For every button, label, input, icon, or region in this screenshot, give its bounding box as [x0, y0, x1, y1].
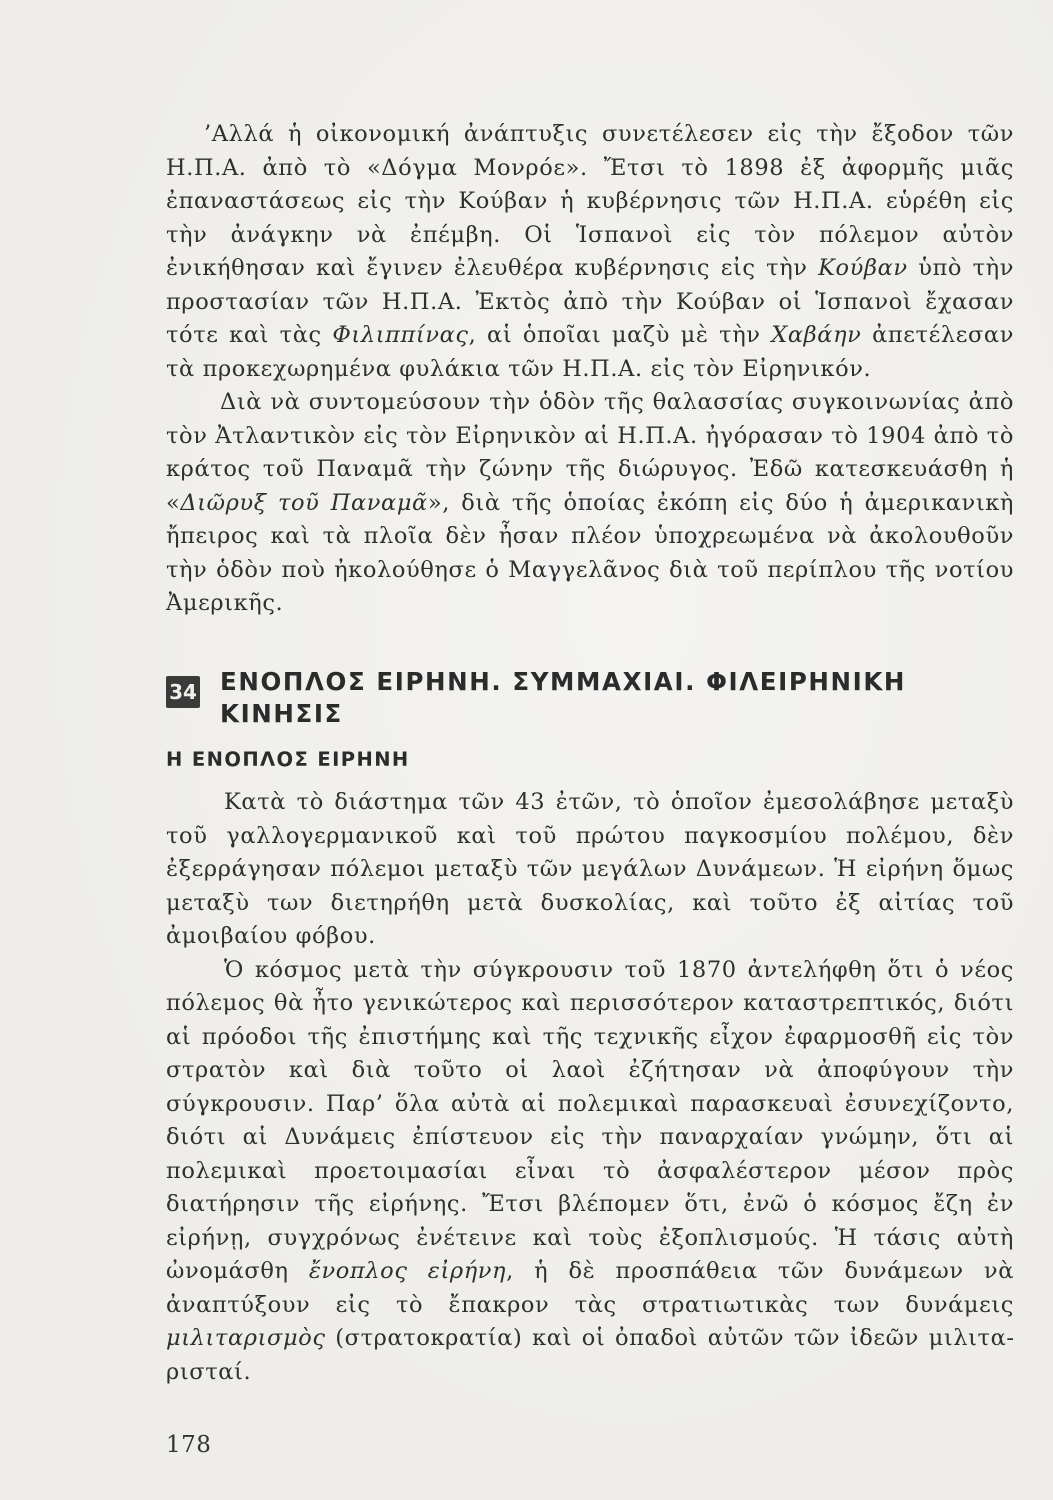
text-run: Ὁ κόσμος μετὰ τὴν σύγκρουσιν τοῦ 1870 ἀντελήφθη ὅτι ὁ νέος πόλεμος θὰ ἦτο γενικώτερος καὶ περισσότερον καταστρεπτικός, διότι αἱ πρόοδοι τῆς ἐπιστήμης καὶ τῆς τεχνικῆς εἶχον ἐφαρμοσθῆ εἰς τὸν στρατὸν καὶ διὰ τοῦτο οἱ λαοὶ ἐζήτησαν νὰ ἀποφύγουν τὴν σύγκρουσιν. Παρ’ ὅλα αὐτὰ αἱ πολεμικαὶ παρασκευαὶ ἐσυνεχίζοντο, διότι αἱ Δυνάμεις ἐπίστευον εἰς τὴν παναρχαίαν γνώμην, ὅτι αἱ πολεμικαὶ προετοιμασίαι εἶναι τὸ ἀσφαλέστερον μέσον πρὸς διατήρησιν τῆς εἰρήνης. Ἔτσι βλέπομεν ὅτι, ἐνῶ ὁ κόσμος ἔζη ἐν εἰρήνῃ, συγχρόνως ἐνέτεινε καὶ τοὺς ἐξοπλισμούς. Ἡ τάσις αὐτὴ ὠνομάσθη: [166, 956, 1014, 1284]
italic-run: Διῶρυξ τοῦ Παναμᾶ: [180, 489, 428, 516]
text-run: , ἡ δὲ προσπάθεια τῶν δυνάμεων νὰ ἀναπτύξουν εἰς τὸ ἔπακρον τὰς στρατιωτικὰς των δυνάμεις: [166, 1258, 1014, 1318]
italic-run: Φιλιππίνας: [332, 322, 469, 348]
italic-run: Χαβάην: [771, 322, 862, 348]
paragraph-armed-peace: [166, 954, 1014, 1390]
paragraph-usa-expansion: [166, 118, 1014, 386]
section-number-badge: 34: [166, 676, 200, 708]
upper-text-block: [166, 118, 1014, 621]
italic-run: Κούβαν: [818, 255, 908, 281]
italic-run: ἔνοπλος εἰρήνη: [308, 1258, 507, 1284]
page-number: 178: [166, 1432, 212, 1458]
section-title: ΕΝΟΠΛΟΣ ΕΙΡΗΝΗ. ΣΥΜΜΑΧΙΑΙ. ΦΙΛΕΙΡΗΝΙΚΗ ΚΙΝΗΣΙΣ: [220, 667, 907, 728]
text-run: Κατὰ τὸ διάστημα τῶν 43 ἐτῶν, τὸ ὁποῖον ἐμεσολάβησε μεταξὺ τοῦ γαλλογερμανικοῦ καὶ τοῦ πρώτου παγκοσμίου πολέμου, δὲν ἐξερράγησαν πόλεμοι μεταξὺ τῶν μεγάλων Δυνάμεων. Ἡ εἰρήνη ὅμως μεταξὺ των διετηρήθη μετὰ δυσκολίας, καὶ τοῦτο ἐξ αἰτίας τοῦ ἀμοιβαίου φόβου.: [166, 789, 1014, 949]
text-run: ὑπὸ τὴν προστασίαν τῶν Η.Π.Α. Ἐκτὸς ἀπὸ τὴν Κούβαν οἱ Ἱσπανοὶ ἔχασαν τότε καὶ τὰς: [166, 255, 1014, 348]
italic-run: μιλιταρισμὸς: [166, 1325, 326, 1351]
text-run: ’Αλλά ἡ οἰκονομική ἀνάπτυξις συνετέλεσεν εἰς τὴν ἔξοδον τῶν Η.Π.Α. ἀπὸ τὸ «Δόγμα Μονρόε». Ἔτσι τὸ 1898 ἐξ ἀφορμῆς μιᾶς ἐπαναστάσεως εἰς τὴν Κούβαν ἡ κυβέρνησις τῶν Η.Π.Α. εὑρέθη εἰς τὴν ἀνάγκην νὰ ἐπέμβη. Οἱ Ἱσπανοὶ εἰς τὸν πόλεμον αὐτὸν ἐνικήθησαν καὶ ἔγινεν ἐλευθέρα κυβέρνησις εἰς τὴν: [166, 121, 1014, 281]
paragraph-43-years: [166, 786, 1014, 954]
text-run: Διὰ νὰ συντομεύσουν τὴν ὁδὸν τῆς θαλασσίας συγκοινωνίας ἀπὸ τὸν Ἀτλαντικὸν εἰς τὸν Εἰρηνικὸν αἱ Η.Π.Α. ἠγόρασαν τὸ 1904 ἀπὸ τὸ κράτος τοῦ Παναμᾶ τὴν ζώνην τῆς διώρυγος. Ἐδῶ κατεσκευάσθη ἡ «: [166, 389, 1014, 516]
text-run: (στρατοκρατία) καὶ οἱ ὀπαδοὶ αὐτῶν τῶν ἰδεῶν μιλιταρισταί.: [166, 1325, 1014, 1385]
text-run: », διὰ τῆς ὁποίας ἐκόπη εἰς δύο ἡ ἀμερικανικὴ ἤπειρος καὶ τὰ πλοῖα δὲν ἦσαν πλέον ὑποχρεωμένα νὰ ἀκολουθοῦν τὴν ὁδὸν ποὺ ἠκολούθησε ὁ Μαγγελᾶνος διὰ τοῦ περίπλου τῆς νοτίου Ἀμερικῆς.: [166, 489, 1014, 616]
paragraph-panama-canal: [166, 386, 1014, 621]
section-subheading: Η ΕΝΟΠΛΟΣ ΕΙΡΗΝΗ: [166, 748, 410, 771]
lower-text-block: [166, 786, 1014, 1389]
text-run: , αἱ ὁποῖαι μαζὺ μὲ τὴν: [468, 322, 772, 348]
text-run: ἀπετέλεσαν τὰ προκεχωρημένα φυλάκια τῶν Η.Π.Α. εἰς τὸν Εἰρηνικόν.: [166, 322, 1014, 382]
